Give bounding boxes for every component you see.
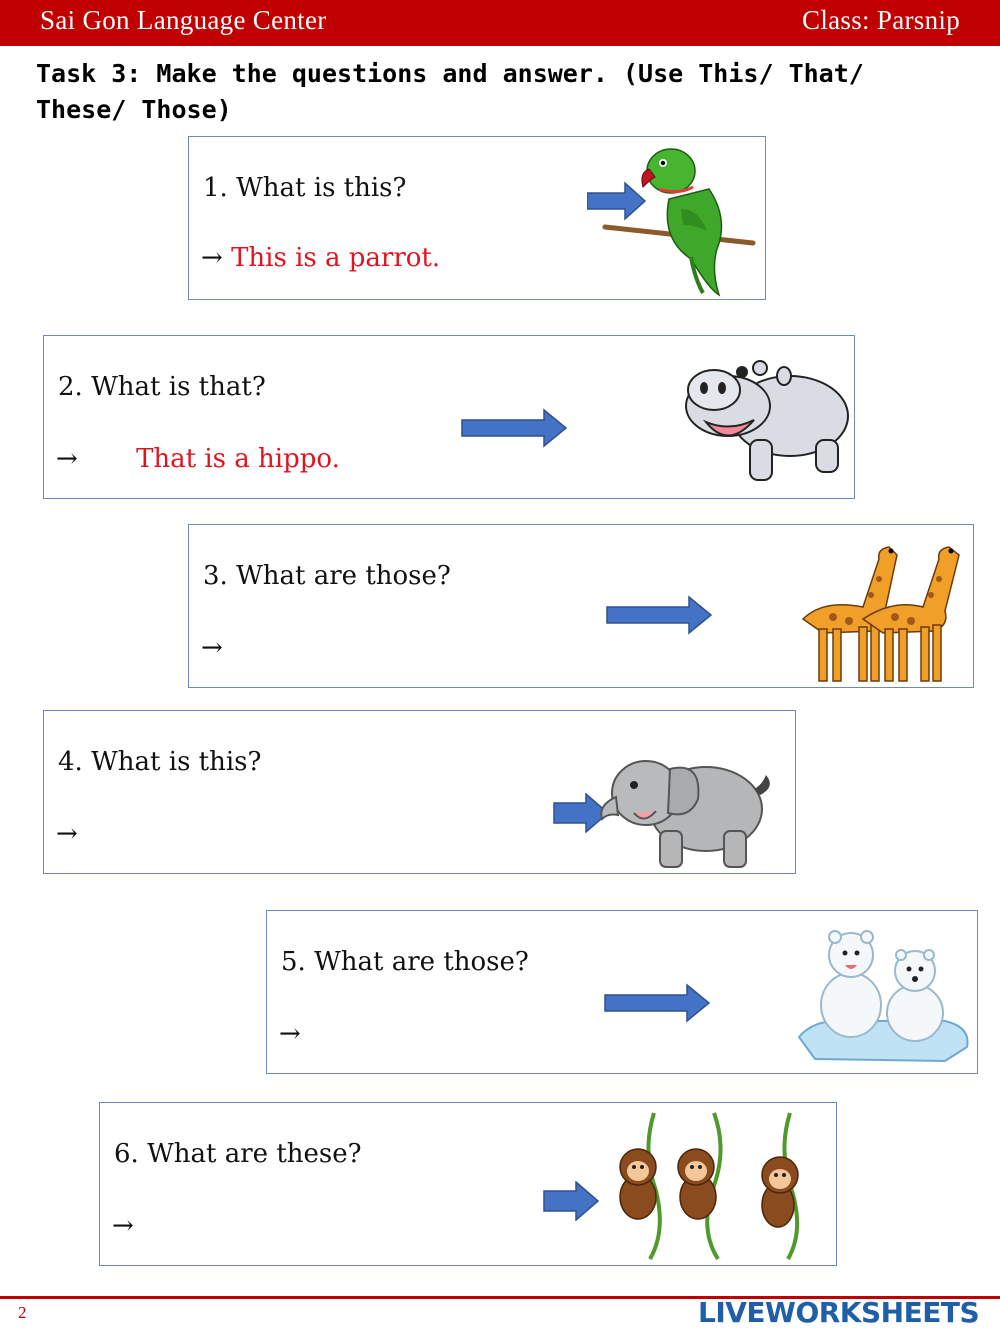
school-name: Sai Gon Language Center [40,5,327,35]
polar-bears-icon [795,925,971,1065]
answer-line-4 [56,819,78,849]
liveworksheets-logo: LIVEWORKSHEETS [698,1296,980,1329]
answer-1[interactable]: This is a parrot. [231,243,441,273]
answer-line-1 [201,243,440,273]
answer-arrow-3: → [201,633,223,663]
question-box-1 [188,136,766,300]
class-name: Class: Parsnip [802,5,960,35]
question-3: 3. What are those? [203,561,451,591]
page-header [0,0,1000,46]
answer-line-6 [112,1211,134,1241]
blue-arrow-icon [542,1181,602,1221]
answer-arrow-1: → [201,243,223,273]
answer-line-2 [56,444,340,474]
task-title: Task 3: Make the questions and answer. (Use This/ That/ These/ Those) [36,59,864,124]
question-box-3 [188,524,974,688]
question-box-4 [43,710,796,874]
question-1: 1. What is this? [203,173,407,203]
question-2: 2. What is that? [58,372,266,402]
answer-arrow-5: → [279,1019,301,1049]
page-number: 2 [18,1303,27,1322]
question-box-6 [99,1102,837,1266]
parrot-icon [599,139,759,297]
question-6: 6. What are these? [114,1139,362,1169]
hippo-icon [680,358,854,488]
giraffes-icon [793,529,969,687]
answer-arrow-6: → [112,1211,134,1241]
answer-2[interactable]: That is a hippo. [136,444,340,474]
blue-arrow-icon [605,595,715,635]
blue-arrow-icon [460,408,570,448]
question-5: 5. What are those? [281,947,529,977]
question-4: 4. What is this? [58,747,262,777]
answer-line-5 [279,1019,301,1049]
answer-line-3 [201,633,223,663]
answer-arrow-2: → [56,444,78,474]
blue-arrow-icon [603,983,713,1023]
monkeys-icon [594,1111,824,1261]
question-box-5 [266,910,978,1074]
question-box-2 [43,335,855,499]
elephant-icon [594,747,776,873]
answer-arrow-4: → [56,819,78,849]
